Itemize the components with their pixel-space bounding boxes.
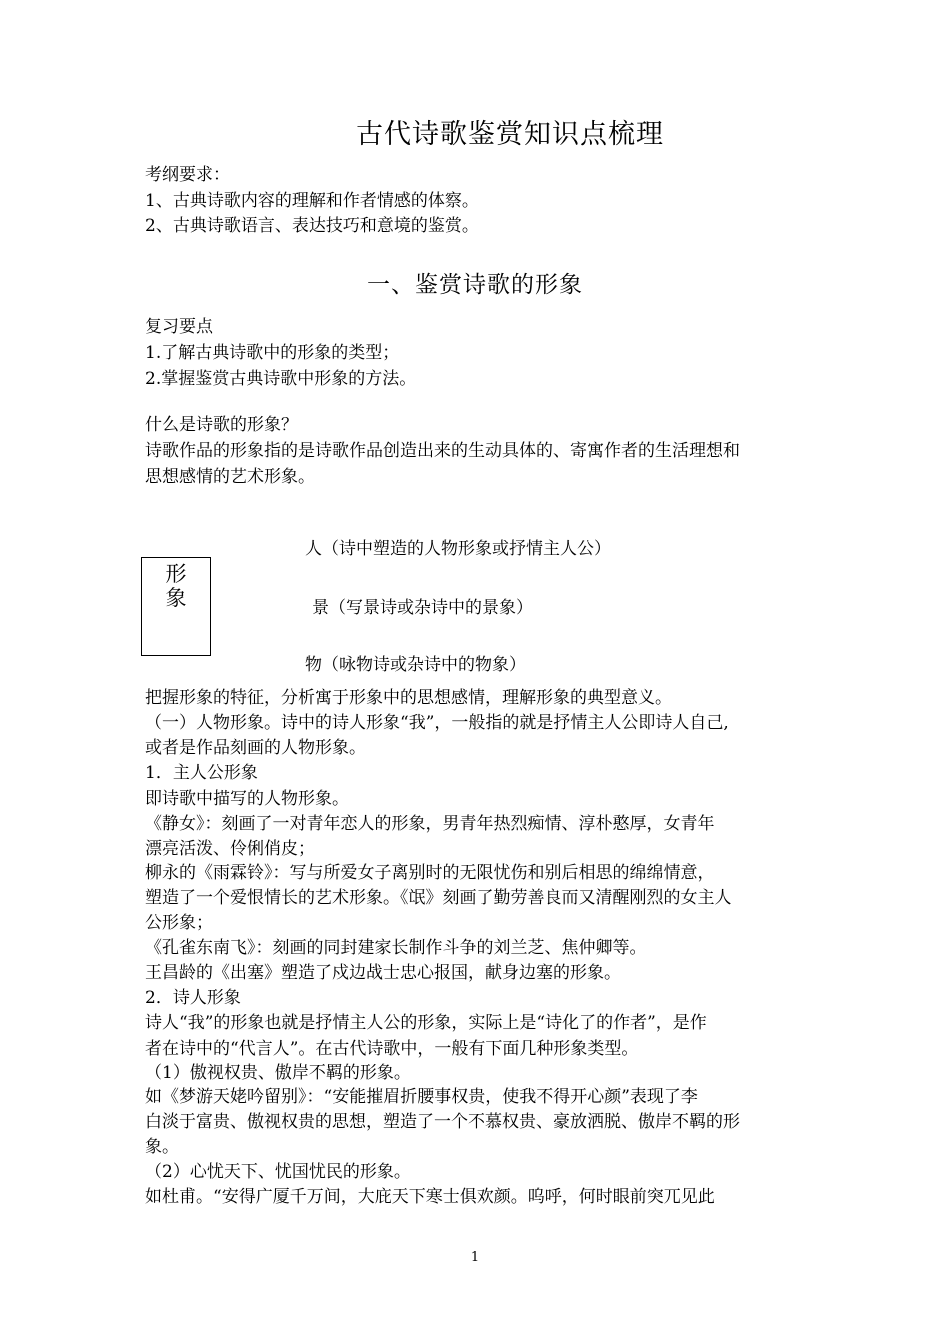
body-line: 公形象；	[145, 913, 213, 933]
body-line: （一）人物形象。诗中的诗人形象“我”，一般指的就是抒情主人公即诗人自己,	[145, 713, 729, 733]
body-line: （2）心忧天下、忧国忧民的形象。	[145, 1162, 411, 1182]
body-line: 如《梦游天姥吟留别》：“安能摧眉折腰事权贵，使我不得开心颜”表现了李	[145, 1087, 698, 1107]
page-number: 1	[470, 1250, 480, 1265]
body-line: 《孔雀东南飞》：刻画的同封建家长制作斗争的刘兰芝、焦仲卿等。	[145, 938, 647, 958]
body-line: 《静女》：刻画了一对青年恋人的形象，男青年热烈痴情、淳朴憨厚，女青年	[145, 814, 715, 834]
body-line: 1．主人公形象	[145, 763, 258, 783]
box-label-char: 象	[165, 586, 187, 610]
box-label	[142, 562, 210, 610]
syllabus-item: 2、古典诗歌语言、表达技巧和意境的鉴赏。	[145, 216, 479, 236]
body-line: 诗人“我”的形象也就是抒情主人公的形象，实际上是“诗化了的作者”，是作	[145, 1013, 707, 1033]
syllabus-item: 1、古典诗歌内容的理解和作者情感的体察。	[145, 191, 479, 211]
body-line: 漂亮活泼、伶俐俏皮；	[145, 839, 315, 859]
body-line: 或者是作品刻画的人物形象。	[145, 738, 366, 758]
review-heading: 复习要点	[145, 317, 213, 337]
section-title: 一、鉴赏诗歌的形象	[367, 272, 583, 298]
body-line: （1）傲视权贵、傲岸不羁的形象。	[145, 1063, 411, 1083]
box-label-char: 形	[165, 562, 187, 586]
body-line: 白淡于富贵、傲视权贵的思想，塑造了一个不慕权贵、豪放洒脱、傲岸不羁的形	[145, 1112, 740, 1132]
body-line: 者在诗中的“代言人”。在古代诗歌中，一般有下面几种形象类型。	[145, 1039, 639, 1059]
review-item: 1.了解古典诗歌中的形象的类型；	[145, 343, 400, 363]
review-item: 2.掌握鉴赏古典诗歌中形象的方法。	[145, 369, 417, 389]
body-line: 象。	[145, 1137, 179, 1157]
syllabus-heading: 考纲要求：	[145, 165, 230, 185]
body-line: 王昌龄的《出塞》塑造了戍边战士忠心报国，献身边塞的形象。	[145, 963, 621, 983]
body-line: 柳永的《雨霖铃》：写与所爱女子离别时的无限忧伤和别后相思的绵绵情意，	[145, 863, 715, 883]
diagram-branch-person: 人（诗中塑造的人物形象或抒情主人公）	[305, 539, 611, 559]
page-title: 古代诗歌鉴赏知识点梳理	[356, 119, 664, 150]
diagram-branch-scene: 景（写景诗或杂诗中的景象）	[312, 598, 533, 618]
diagram-branch-object: 物（咏物诗或杂诗中的物象）	[305, 655, 526, 675]
definition-question: 什么是诗歌的形象？	[145, 415, 298, 435]
body-line: 如杜甫。“安得广厦千万间，大庇天下寒士俱欢颜。呜呼，何时眼前突兀见此	[145, 1187, 715, 1207]
body-line: 2．诗人形象	[145, 988, 241, 1008]
body-line: 塑造了一个爱恨情长的艺术形象。《氓》刻画了勤劳善良而又清醒刚烈的女主人	[145, 888, 732, 908]
definition-line: 诗歌作品的形象指的是诗歌作品创造出来的生动具体的、寄寓作者的生活理想和	[145, 441, 740, 461]
image-type-box	[141, 557, 211, 656]
definition-line: 思想感情的艺术形象。	[145, 467, 315, 487]
body-line: 把握形象的特征，分析寓于形象中的思想感情，理解形象的典型意义。	[145, 688, 672, 708]
body-line: 即诗歌中描写的人物形象。	[145, 789, 349, 809]
